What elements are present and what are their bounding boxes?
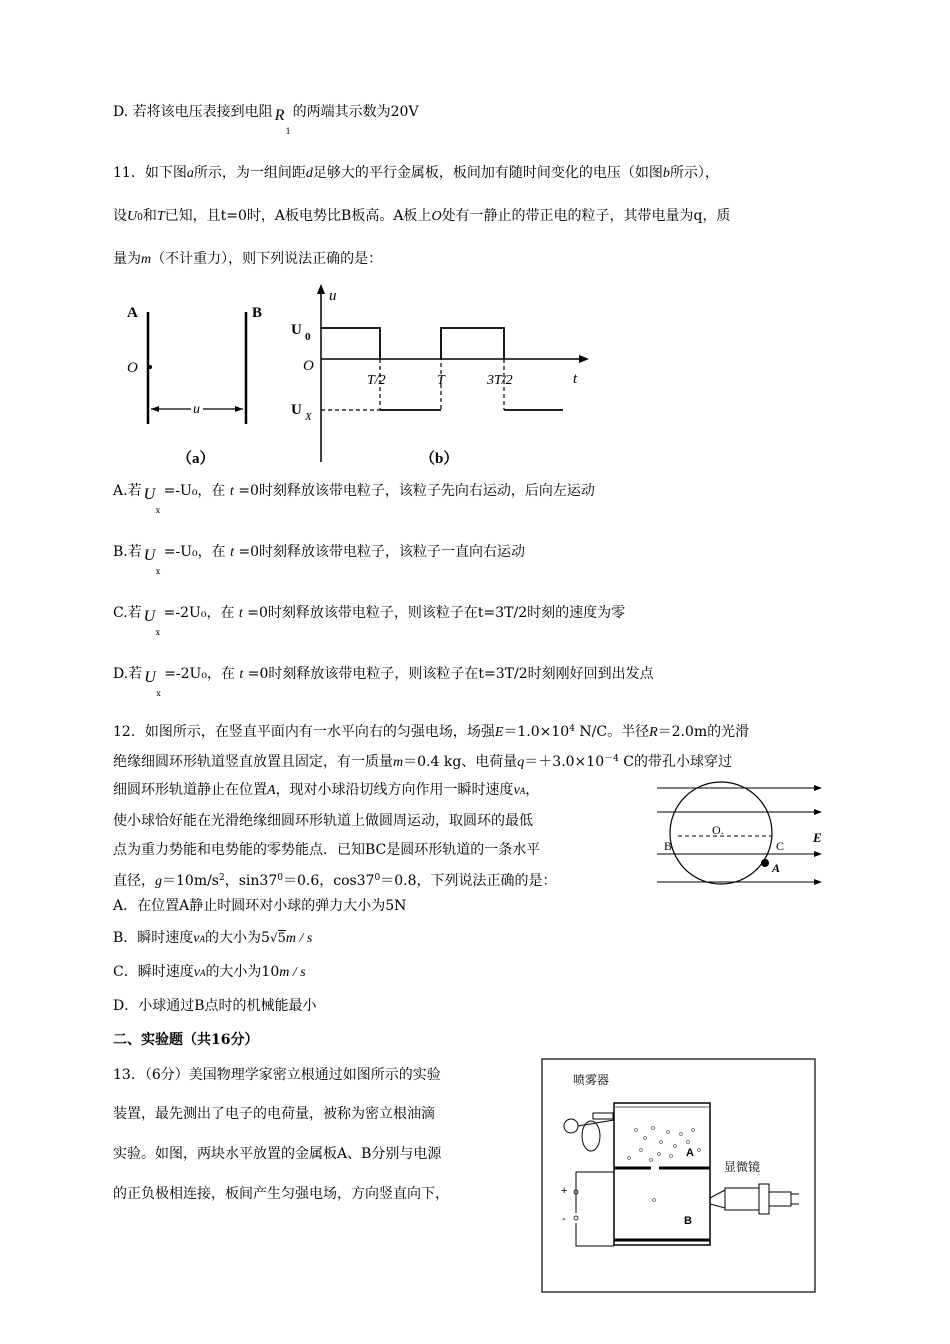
q12-opt-b-b: 的大小为5: [205, 930, 270, 946]
q10-resistor-symbol: R: [274, 107, 285, 124]
q12-opt-c-vsub: A: [199, 968, 206, 978]
q13-label-microscope: 显微镜: [724, 1160, 761, 1174]
q12-option-c: [113, 962, 306, 983]
q11-opt-c-sub: x: [155, 628, 161, 637]
q12-opt-b-v: v: [193, 931, 200, 946]
q11-opt-d-sub: x: [156, 689, 161, 698]
q12-line-4: 使小球恰好能在光滑绝缘细圆环形轨道上做圆周运动，取圆环的最低: [113, 813, 533, 829]
q11-label-b: B: [252, 305, 263, 321]
q11-l2-a: 设: [113, 208, 127, 224]
q11-l1-g: 所示），: [669, 165, 719, 181]
q12-opt-c-unit: m / s: [279, 965, 306, 980]
q11-l1-a: 11．如下图: [113, 165, 187, 181]
q11-opt-b-t: t: [230, 545, 234, 560]
q12-l2-d: q: [517, 755, 525, 770]
q11-opt-a-var: U: [143, 486, 156, 503]
q11-opt-b-mid: =-U₀，在: [163, 544, 226, 560]
q11-opt-a-sub: x: [155, 506, 161, 515]
q11-ux-sub: X: [305, 411, 312, 423]
q12-l6-e-sup: 0: [374, 873, 381, 883]
q12-l1-c-sup: 4: [569, 724, 575, 734]
q12-l1-c: ＝1.0×10: [503, 724, 570, 740]
q12-field-arrow-2: [814, 809, 822, 815]
q11-gap-label: u: [193, 402, 200, 417]
q11-figure: [115, 282, 600, 470]
q11-caption-b: （b）: [420, 451, 459, 467]
q12-opt-b-sqrt: √: [269, 931, 278, 945]
q11-t-axis-arrow: [579, 355, 589, 363]
q10-option-d: [113, 102, 419, 136]
q12-opt-b-unit: m / s: [285, 931, 313, 946]
q11-label-a: A: [127, 305, 138, 321]
q11-u0-sub: 0: [305, 331, 311, 343]
q12-label-c: C: [776, 839, 785, 853]
q13-figure: [541, 1058, 817, 1294]
q11-opt-b-post: =0时刻释放该带电粒子，该粒子一直向右运动: [238, 544, 526, 560]
q12-l3-b: A: [267, 783, 276, 798]
q13-label-plate-b: B: [684, 1215, 692, 1227]
q11-opt-b-var: U: [143, 547, 156, 564]
q13-frame: [542, 1059, 815, 1292]
q12-line-5: 点为重力势能和电势能的零势能点．已知BC是圆环形轨道的一条水平: [113, 842, 541, 858]
q12-l6-a: 直径，: [113, 873, 155, 889]
q11-option-c: [113, 603, 626, 637]
q12-l2-c: ＝0.4 kg、电荷量: [403, 754, 518, 770]
q11-l1-e: 足够大的平行金属板，板间加有随时间变化的电压（如图: [312, 165, 663, 181]
q12-l6-b: g: [155, 874, 162, 889]
q12-opt-c-b: 的大小为10: [205, 964, 280, 980]
q11-opt-a-mid: =-U₀，在: [163, 483, 226, 499]
q11-l2-e: 已知，且t=0时，A板电势比B板高。A板上: [164, 208, 432, 224]
q12-l1-f: ＝2.0m的光滑: [657, 724, 750, 740]
q12-l3-e: ，: [525, 782, 540, 798]
q11-opt-b-sub: x: [155, 567, 161, 576]
q11-line-3: [113, 249, 382, 270]
q11-opt-b-pre: B.若: [113, 544, 142, 560]
q13-label-sprayer: 喷雾器: [573, 1073, 610, 1087]
q11-l1-f: b: [662, 166, 670, 181]
q12-field-arrow-1: [814, 785, 822, 791]
q12-line-6: [113, 868, 557, 892]
q12-l1-a: 12．如图所示，在竖直平面内有一水平向右的匀强电场，场强: [113, 724, 495, 740]
q13-label-plate-a: A: [686, 1147, 694, 1159]
q12-field-arrow-4: [814, 879, 822, 885]
q11-label-o: O: [127, 360, 138, 376]
q12-l6-f: ＝0.8，下列说法正确的是：: [380, 873, 557, 889]
q11-u0-label: U: [291, 322, 302, 338]
q11-axis-t-label: t: [573, 371, 578, 387]
q12-line-1: [113, 719, 749, 743]
q12-option-b: [113, 928, 312, 949]
q11-opt-d-var: U: [144, 669, 156, 686]
q11-ux-label: U: [291, 402, 302, 418]
q11-opt-d-pre: D.若: [113, 666, 143, 682]
q11-l1-c: 所示，为一组间距: [193, 165, 306, 181]
q12-l6-c-sup: 2: [219, 873, 225, 883]
q13-line-4: 的正负极相连接，板间产生匀强电场，方向竖直向下，: [113, 1186, 449, 1202]
q11-option-d: [113, 664, 654, 698]
q12-field-arrow-3: [814, 851, 822, 857]
q12-ball: [761, 859, 769, 867]
q11-line-2: [113, 206, 731, 228]
q12-opt-c-v: v: [193, 965, 200, 980]
q12-option-d: D．小球通过B点时的机械能最小: [113, 998, 317, 1014]
q11-gap-arrow-right: [235, 406, 243, 412]
q11-option-b: [113, 542, 526, 576]
q13-line-3: 实验。如图，两块水平放置的金属板A、B分别与电源: [113, 1146, 442, 1162]
q10-option-d-rest: 的两端其示数为20V: [292, 104, 419, 120]
q12-l3-d-sub: A: [519, 786, 526, 796]
q11-l2-f: O: [431, 209, 442, 224]
q11-l2-b-sub: 0: [137, 213, 143, 223]
q11-l2-b: U: [127, 209, 138, 224]
q11-option-a: [113, 481, 595, 515]
section-2-title: 二、实验题（共16分）: [113, 1032, 259, 1048]
q11-opt-c-var: U: [143, 608, 156, 625]
q11-gap-arrow-left: [151, 406, 159, 412]
q11-u-axis-arrow: [317, 284, 325, 294]
q11-opt-a-pre: A.若: [113, 483, 142, 499]
q12-l2-e-sup: －4: [604, 754, 619, 764]
q10-resistor-sub: 1: [285, 127, 291, 136]
q12-l2-f: C的带孔小球穿过: [618, 754, 733, 770]
q12-opt-b-vsub: A: [199, 934, 206, 944]
q12-figure: [652, 778, 832, 890]
q12-l3-a: 细圆环形轨道静止在位置: [113, 782, 267, 798]
q13-line-1: 13．（6分）美国物理学家密立根通过如图所示的实验: [113, 1067, 441, 1083]
q12-l6-d-sup: 0: [277, 873, 283, 883]
q11-l1-d: d: [305, 166, 313, 181]
q11-tick-t2: T/2: [367, 373, 386, 388]
q12-l2-b: m: [393, 755, 404, 770]
q12-l3-c: ，现对小球沿切线方向作用一瞬时速度: [275, 782, 514, 798]
q11-opt-c-pre: C.若: [113, 605, 142, 621]
q11-caption-a: （a）: [177, 451, 215, 467]
q11-line-1: [113, 163, 719, 184]
q12-label-a: A: [772, 861, 781, 875]
q12-l1-b: E: [494, 725, 504, 740]
q12-l6-e: ＝0.6，cos37: [282, 873, 375, 889]
q11-l3-a: 量为: [113, 251, 141, 267]
q11-l3-c: （不计重力），则下列说法正确的是：: [151, 251, 383, 267]
q12-opt-c-a: C．瞬时速度: [113, 964, 194, 980]
q11-opt-d-mid: =-2U₀，在: [164, 666, 235, 682]
q11-wave-high-2: [441, 328, 504, 359]
q12-l3-d: v: [513, 783, 520, 798]
q12-label-e: E: [813, 830, 822, 845]
q12-opt-b-a: B．瞬时速度: [113, 930, 194, 946]
q12-opt-b-root: 5: [277, 931, 286, 946]
q11-opt-a-post: =0时刻释放该带电粒子，该粒子先向右运动，后向左运动: [238, 483, 595, 499]
q12-l6-c: ＝10m/s: [162, 873, 219, 889]
q12-line-3: [113, 780, 539, 801]
q12-line-2: [113, 749, 732, 773]
q11-opt-d-post: =0时刻释放该带电粒子，则该粒子在t=3T/2时刻刚好回到出发点: [247, 666, 654, 682]
q11-l1-b: a: [186, 166, 194, 181]
q11-opt-c-mid: =-2U₀，在: [163, 605, 235, 621]
q11-l3-b: m: [141, 252, 152, 267]
q11-opt-d-t: t: [239, 667, 244, 682]
q11-graph-origin: O: [303, 358, 314, 374]
q12-label-o: O.: [712, 823, 724, 837]
q11-axis-u-label: u: [329, 288, 337, 304]
q12-l1-d: N/C。半径: [574, 724, 650, 740]
q12-option-a: A．在位置A静止时圆环对小球的弹力大小为5N: [113, 898, 407, 914]
q11-opt-a-t: t: [229, 484, 234, 499]
q13-label-plus: +: [561, 1185, 568, 1197]
q11-wave-high-1: [321, 328, 380, 359]
q12-l2-e: ＝＋3.0×10: [524, 754, 605, 770]
q11-l2-c: 和: [142, 208, 157, 224]
q13-line-2: 装置，最先测出了电子的电荷量，被称为密立根油滴: [113, 1106, 435, 1122]
q12-label-b: B: [664, 839, 673, 853]
q10-option-d-text: D. 若将该电压表接到电阻: [113, 104, 273, 120]
q11-particle-dot: [148, 365, 152, 369]
q12-l2-a: 绝缘细圆环形轨道竖直放置且固定，有一质量: [113, 754, 393, 770]
q11-l2-d: T: [156, 209, 165, 224]
q12-l1-e: R: [649, 725, 658, 740]
q13-label-minus: -: [562, 1213, 566, 1225]
q11-l2-g: 处有一静止的带正电的粒子，其带电量为q，质: [441, 208, 731, 224]
q11-opt-c-post: =0时刻释放该带电粒子，则该粒子在t=3T/2时刻的速度为零: [247, 605, 626, 621]
q11-opt-c-t: t: [238, 606, 243, 621]
q11-tick-3t2: 3T/2: [487, 373, 513, 388]
q12-l6-d: ，sin37: [224, 873, 278, 889]
q11-tick-t: T: [437, 373, 445, 388]
